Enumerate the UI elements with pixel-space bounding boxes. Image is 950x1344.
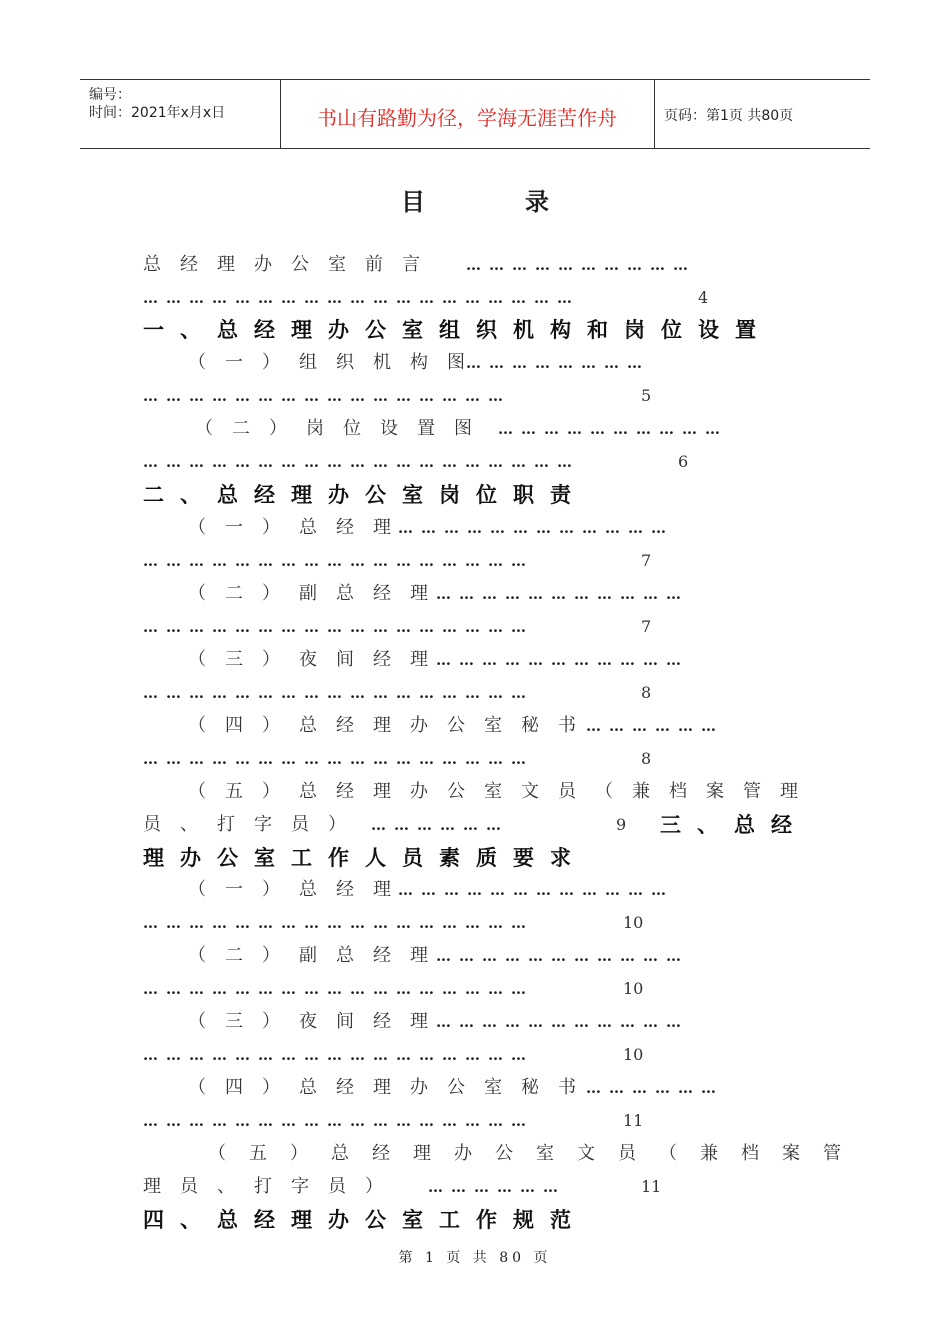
toc-leader-dots: …………………………………………… — [143, 1046, 534, 1064]
toc-leader-dots: ………………………… — [466, 256, 696, 274]
toc-page-number: 9 — [616, 815, 627, 834]
toc-entry-text: （二）岗位设置图 — [195, 418, 491, 439]
page-title: 目录 — [401, 188, 649, 216]
section-title: 二、总经理办公室岗位职责 — [143, 483, 587, 507]
toc-page-number: 7 — [641, 551, 652, 570]
section-title: 四、总经理办公室工作规范 — [143, 1208, 587, 1232]
toc-entry-text: （五）总经理办公室文员（兼档案管理 — [188, 781, 817, 802]
header-divider — [654, 80, 655, 148]
toc-leader-dots: …………………………… — [436, 1013, 689, 1031]
toc-entry-text: （一）总经理 — [188, 517, 410, 538]
toc-page-number: 8 — [641, 683, 652, 702]
toc-entry-text: 总经理办公室前言 — [143, 254, 439, 275]
toc-leader-dots: …………………………………………… — [143, 618, 534, 636]
toc-leader-dots: …………………………… — [436, 651, 689, 669]
toc-leader-dots: …………………………………………… — [143, 750, 534, 768]
toc-leader-dots: ………………………………………………… — [143, 289, 580, 307]
toc-leader-dots: …………………………………………… — [143, 1112, 534, 1130]
serial-label: 编号： — [89, 87, 131, 103]
toc-page-number: 11 — [623, 1111, 644, 1130]
toc-leader-dots: ………………………………………………… — [143, 453, 580, 471]
toc-leader-dots: …………………………………………… — [143, 980, 534, 998]
toc-leader-dots: ……………………………… — [398, 881, 674, 899]
toc-leader-dots: ………………………… — [498, 420, 728, 438]
header-page-info: 页码：第1页 共80页 — [664, 108, 794, 124]
toc-page-number: 5 — [641, 386, 652, 405]
toc-leader-dots: …………………… — [466, 354, 650, 372]
toc-leader-dots: ………………………………………… — [143, 387, 511, 405]
toc-leader-dots: ……………………………… — [398, 519, 674, 537]
toc-page-number: 10 — [623, 1045, 644, 1064]
toc-page-number: 8 — [641, 749, 652, 768]
toc-page-number: 6 — [678, 452, 689, 471]
section-title: 理办公室工作人员素质要求 — [143, 846, 587, 870]
toc-entry-text: （二）副总经理 — [188, 945, 447, 966]
toc-leader-dots: …………………………… — [436, 947, 689, 965]
toc-page-number: 11 — [641, 1177, 662, 1196]
toc-page-number: 4 — [698, 288, 709, 307]
toc-leader-dots: …………………………………………… — [143, 684, 534, 702]
toc-entry-text: （三）夜间经理 — [188, 1011, 447, 1032]
toc-leader-dots: ……………… — [428, 1178, 566, 1196]
toc-entry-text: （五）总经理办公室文员（兼档案管 — [208, 1143, 864, 1164]
toc-page-number: 7 — [641, 617, 652, 636]
toc-entry-text: （四）总经理办公室秘书 — [188, 715, 595, 736]
toc-leader-dots: ……………… — [371, 816, 509, 834]
toc-page-number: 10 — [623, 913, 644, 932]
toc-entry-text: （一）总经理 — [188, 879, 410, 900]
toc-entry-text: （一）组织机构图 — [188, 352, 484, 373]
section-title: 一、总经理办公室组织机构和岗位设置 — [143, 318, 772, 342]
toc-leader-dots: …………………………………………… — [143, 552, 534, 570]
toc-leader-dots: …………………………………………… — [143, 914, 534, 932]
toc-entry-text: （四）总经理办公室秘书 — [188, 1077, 595, 1098]
page-footer: 第 1 页 共 80 页 — [398, 1250, 552, 1266]
toc-leader-dots: ……………… — [586, 717, 724, 735]
toc-entry-text: 员、打字员） — [143, 814, 365, 835]
toc-entry-text: 理员、打字员） — [143, 1176, 402, 1197]
date-label: 时间：2021年x月x日 — [89, 105, 226, 121]
toc-entry-text: （三）夜间经理 — [188, 649, 447, 670]
header-motto: 书山有路勤为径，学海无涯苦作舟 — [317, 106, 617, 130]
toc-leader-dots: ……………… — [586, 1079, 724, 1097]
toc-leader-dots: …………………………… — [436, 585, 689, 603]
toc-page-number: 10 — [623, 979, 644, 998]
document-header — [80, 79, 870, 149]
toc-entry-text: （二）副总经理 — [188, 583, 447, 604]
section-title: 三、总经 — [660, 813, 808, 837]
